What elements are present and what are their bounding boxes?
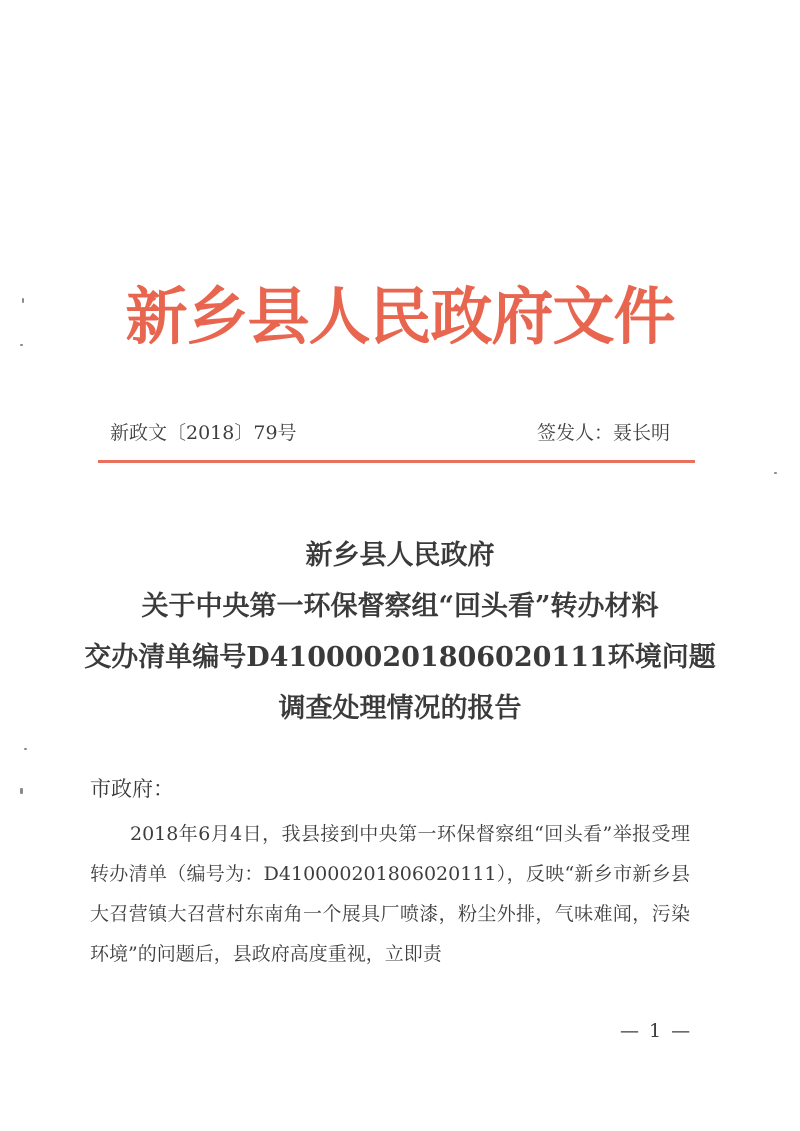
salutation: 市政府： — [90, 777, 174, 801]
title-line-3: 交办清单编号D410000201806020111环境问题 — [84, 642, 716, 673]
signer-line: 签发人：聂长明 — [536, 422, 670, 444]
red-separator-line — [98, 460, 695, 463]
title-line-1: 新乡县人民政府 — [305, 540, 495, 571]
document-masthead: 新乡县人民政府文件 — [125, 280, 675, 353]
scan-speck — [22, 298, 24, 303]
document-number: 新政文〔2018〕79号 — [110, 422, 297, 444]
title-line-4: 调查处理情况的报告 — [278, 693, 522, 724]
scan-speck — [20, 788, 23, 794]
report-title — [80, 530, 720, 734]
scan-speck — [24, 748, 27, 750]
scan-speck — [774, 472, 777, 474]
body-paragraph: 2018年6月4日，我县接到中央第一环保督察组“回头看”举报受理转办清单（编号为：D410000201806020111），反映“新乡市新乡县大召营镇大召营村东南角一个展具厂喷漆，粉尘外排，气味难闻，污染环境”的问题后，县政府高度重视，立即责 — [90, 823, 690, 965]
page-number: — 1 — — [620, 1020, 693, 1042]
title-line-2: 关于中央第一环保督察组“回头看”转办材料 — [141, 591, 659, 622]
scan-speck — [20, 344, 23, 346]
